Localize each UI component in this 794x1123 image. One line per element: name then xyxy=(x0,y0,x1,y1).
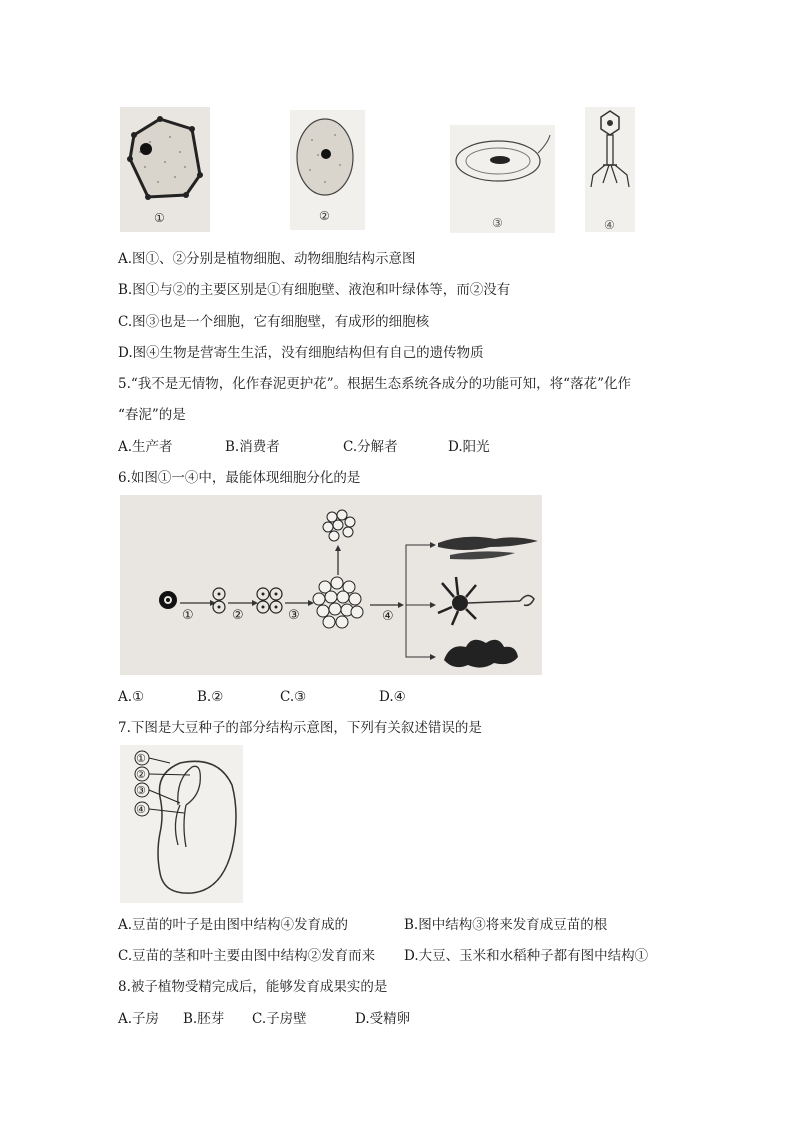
q5-option-a: A.生产者 xyxy=(118,439,173,455)
q7-option-b: B.图中结构③将来发育成豆苗的根 xyxy=(404,917,608,933)
q7-option-a: A.豆苗的叶子是由图中结构④发育成的 xyxy=(118,917,349,933)
q5-option-c: C.分解者 xyxy=(343,439,398,455)
q6-option-b: B.② xyxy=(197,689,224,705)
q8-stem: 8.被子植物受精完成后，能够发育成果实的是 xyxy=(118,979,388,995)
structure-label: ① xyxy=(136,752,146,765)
q4-option-c: C.图③也是一个细胞，它有细胞壁，有成形的细胞核 xyxy=(118,314,430,330)
step-label: ④ xyxy=(382,609,394,624)
q5-option-d: D.阳光 xyxy=(448,439,490,455)
q6-option-a: A.① xyxy=(118,689,145,705)
step-label: ③ xyxy=(288,608,300,623)
q5-stem-line1: 5.“我不是无情物，化作春泥更护花”。根据生态系统各成分的功能可知，将“落花”化作 xyxy=(118,376,631,392)
figure-bacterium xyxy=(450,125,555,233)
figure-label: ④ xyxy=(604,218,615,232)
q8-option-a: A.子房 xyxy=(118,1011,160,1027)
q8-option-b: B.胚芽 xyxy=(183,1011,225,1027)
q7-option-d: D.大豆、玉米和水稻种子都有图中结构① xyxy=(404,948,649,964)
q8-option-c: C.子房壁 xyxy=(252,1011,307,1027)
figure-cell-differentiation xyxy=(120,495,542,675)
q8-option-d: D.受精卵 xyxy=(355,1011,411,1027)
q5-stem-line2: “春泥”的是 xyxy=(118,407,186,423)
figure-plant-cell xyxy=(120,107,210,232)
structure-label: ② xyxy=(136,768,146,781)
figure-virus xyxy=(585,107,635,232)
figure-soybean-seed xyxy=(120,745,243,903)
q4-option-a: A.图①、②分别是植物细胞、动物细胞结构示意图 xyxy=(118,251,416,267)
structure-label: ③ xyxy=(136,784,146,797)
figure-label: ② xyxy=(319,209,330,223)
structure-label: ④ xyxy=(136,803,146,816)
q6-stem: 6.如图①一④中，最能体现细胞分化的是 xyxy=(118,470,361,486)
q6-option-d: D.④ xyxy=(379,689,406,705)
q4-option-d: D.图④生物是营寄生生活，没有细胞结构但有自己的遗传物质 xyxy=(118,345,484,361)
step-label: ② xyxy=(232,608,244,623)
q7-stem: 7.下图是大豆种子的部分结构示意图，下列有关叙述错误的是 xyxy=(118,720,482,736)
q7-option-c: C.豆苗的茎和叶主要由图中结构②发育而来 xyxy=(118,948,376,964)
figure-label: ① xyxy=(154,211,165,225)
q6-option-c: C.③ xyxy=(280,689,307,705)
figure-animal-cell xyxy=(290,110,365,230)
step-label: ① xyxy=(182,608,194,623)
q4-option-b: B.图①与②的主要区别是①有细胞壁、液泡和叶绿体等，而②没有 xyxy=(118,282,511,298)
q5-option-b: B.消费者 xyxy=(225,439,280,455)
figure-label: ③ xyxy=(492,216,503,230)
